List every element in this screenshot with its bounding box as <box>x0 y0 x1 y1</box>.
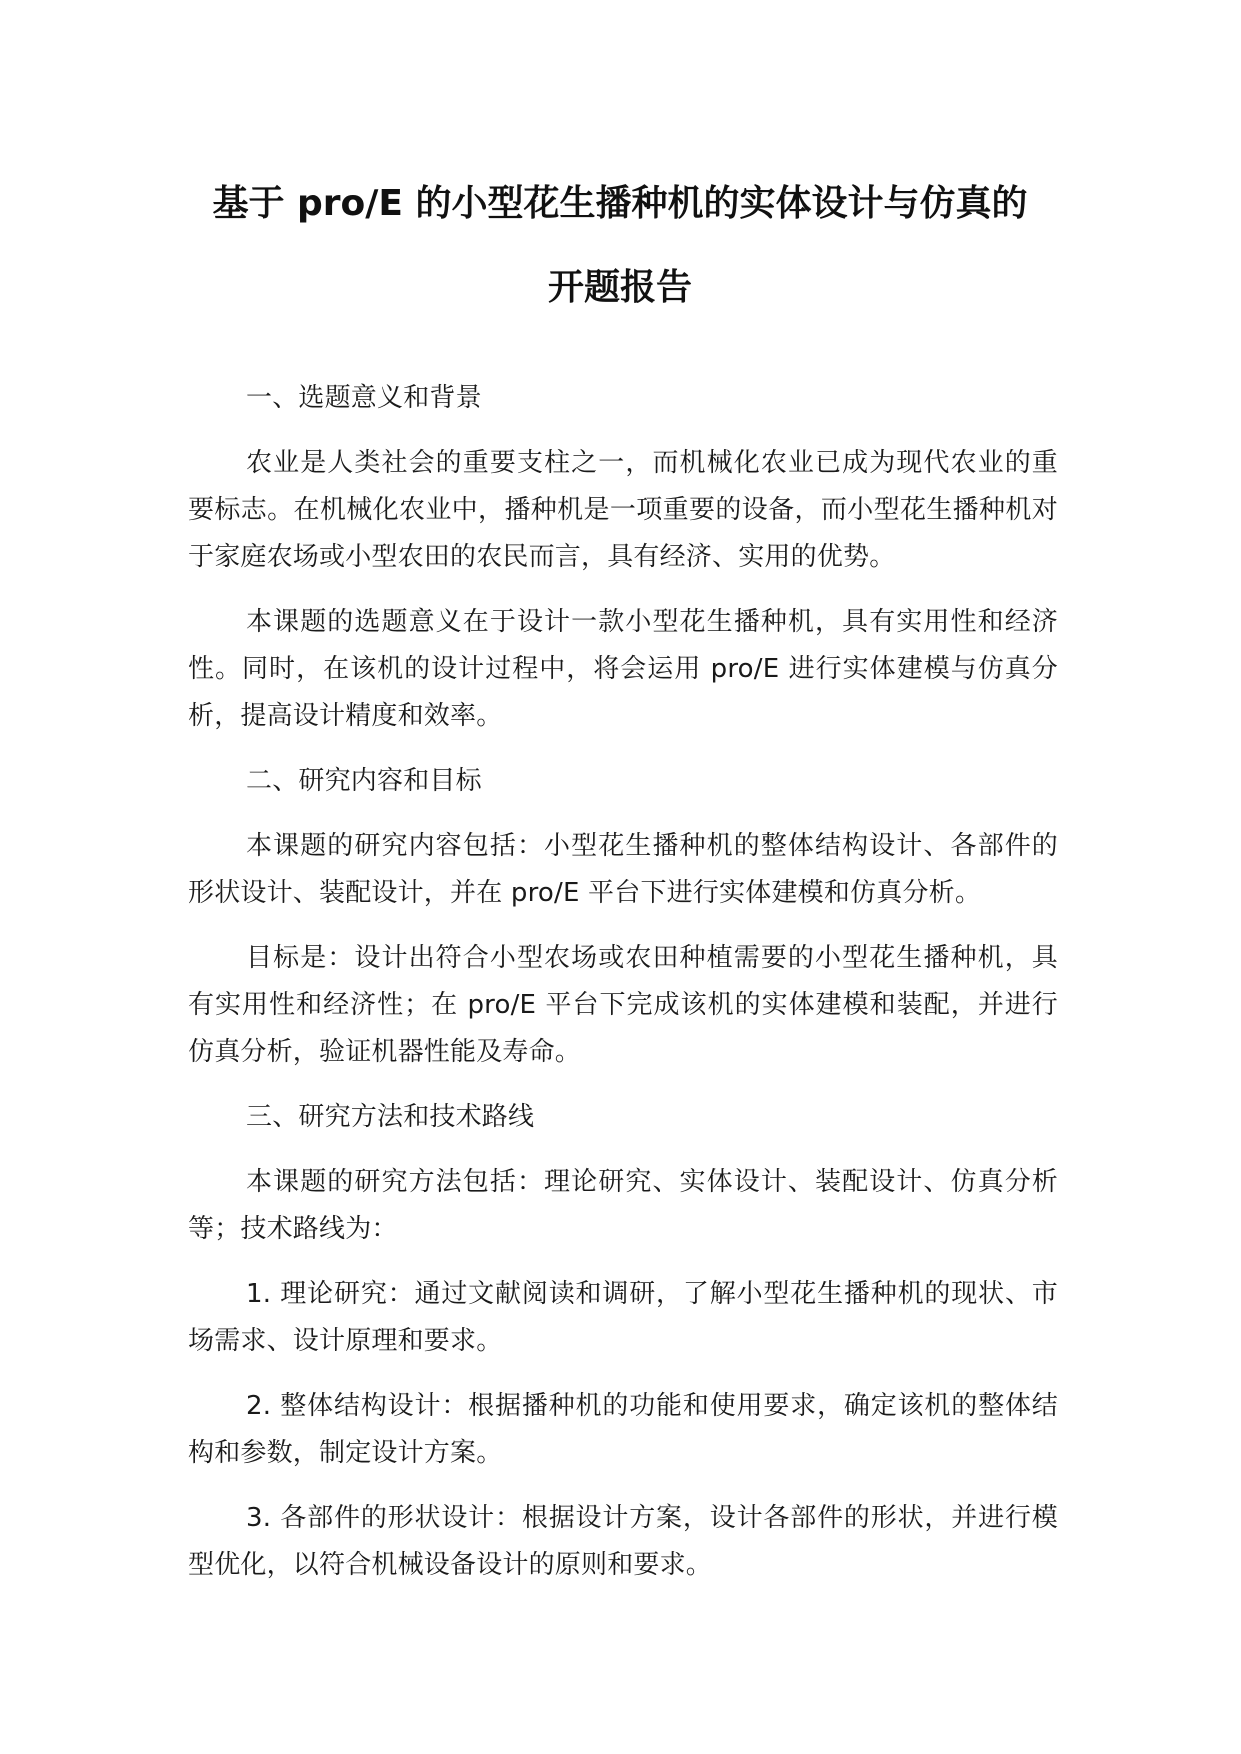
document-body <box>188 375 1058 1607</box>
section-heading: 二、研究内容和目标 <box>246 766 482 796</box>
section-heading: 三、研究方法和技术路线 <box>246 1102 535 1132</box>
body-paragraph: 农业是人类社会的重要支柱之一，而机械化农业已成为现代农业的重要标志。在机械化农业中，播种机是一项重要的设备，而小型花生播种机对于家庭农场或小型农田的农民而言，具有经济、实用的优势。 <box>188 448 1058 572</box>
body-paragraph: 目标是：设计出符合小型农场或农田种植需要的小型花生播种机，具有实用性和经济性；在 pro/E 平台下完成该机的实体建模和装配，并进行仿真分析，验证机器性能及寿命。 <box>188 943 1058 1067</box>
body-paragraph: 本课题的选题意义在于设计一款小型花生播种机，具有实用性和经济性。同时，在该机的设计过程中，将会运用 pro/E 进行实体建模与仿真分析，提高设计精度和效率。 <box>188 607 1058 731</box>
numbered-step: 1. 理论研究：通过文献阅读和调研，了解小型花生播种机的现状、市场需求、设计原理和要求。 <box>188 1279 1058 1356</box>
numbered-step: 3. 各部件的形状设计：根据设计方案，设计各部件的形状，并进行模型优化，以符合机械设备设计的原则和要求。 <box>188 1503 1058 1580</box>
document-title-line-2: 开题报告 <box>547 267 692 308</box>
numbered-step: 2. 整体结构设计：根据播种机的功能和使用要求，确定该机的整体结构和参数，制定设计方案。 <box>188 1391 1058 1468</box>
section-heading: 一、选题意义和背景 <box>246 383 482 413</box>
body-paragraph: 本课题的研究内容包括：小型花生播种机的整体结构设计、各部件的形状设计、装配设计，并在 pro/E 平台下进行实体建模和仿真分析。 <box>188 831 1058 908</box>
body-paragraph: 本课题的研究方法包括：理论研究、实体设计、装配设计、仿真分析等；技术路线为： <box>188 1167 1058 1244</box>
document-title-line-1: 基于 pro/E 的小型花生播种机的实体设计与仿真的 <box>212 183 1028 224</box>
